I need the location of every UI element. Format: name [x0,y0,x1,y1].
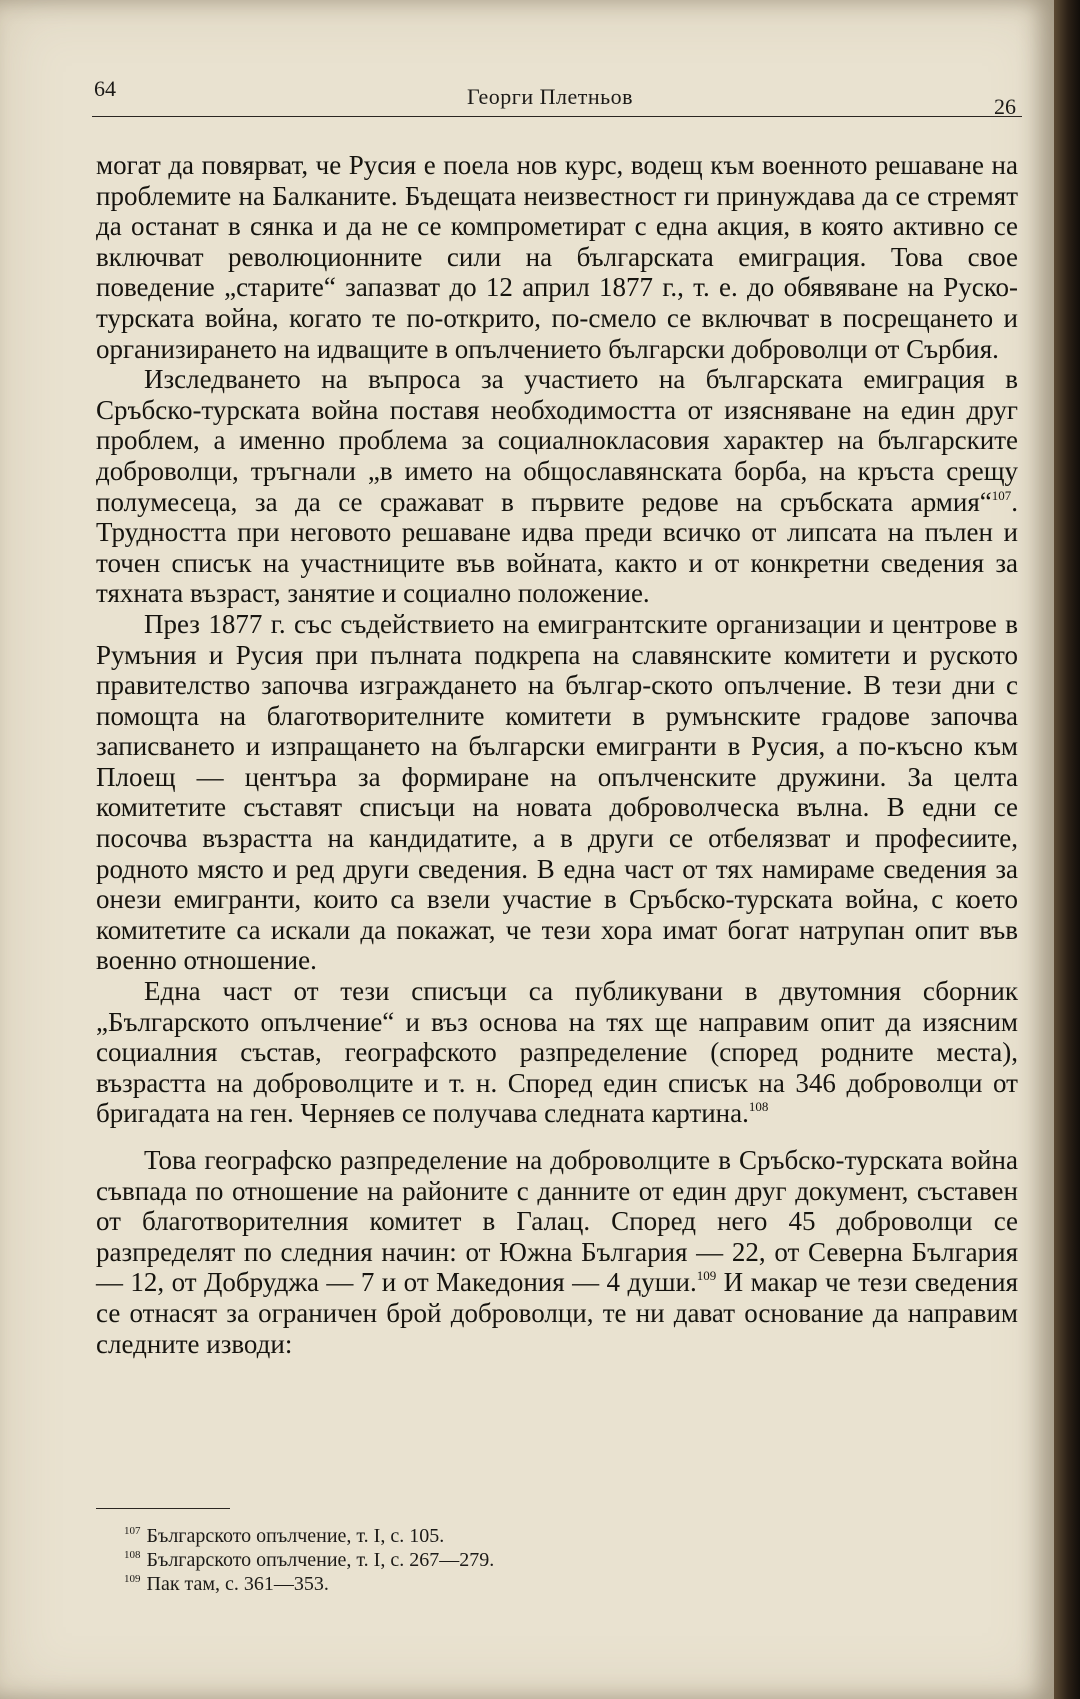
footnote-number: 107 [124,1525,141,1537]
paragraph-1: могат да повярват, че Русия е поела нов курс, водещ към военното решаване на проблемите на Балканите. Бъдещата неизвестност ги принуждава да се стремят да останат в сянка и да не се компрометират с една акция, в която активно се включват революционните сили на българската емиграция. Това свое поведение „старите“ запазват до 12 април 1877 г., т. е. до обявяване на Руско-турската война, когато те по-открито, по-смело се включват в посрещането и организирането на идващите в опълчението български доброволци от Сърбия. [96,150,1018,364]
page-header [92,72,1022,124]
paragraph-5-text-a: Това географско разпределение на доброволците в Сръбско-турската война съвпада по отношение на районите с данните от един друг документ, съставен от благотворителния комитет в Галац. Според него 45 доброволци се разпределят по следния начин: от Южна България — 22, от Северна България — 12, от Добруджа — 7 и от Македония — 4 души. [96,1145,1018,1298]
footnote-text: Българското опълчение, т. I, с. 105. [146,1525,445,1547]
paragraph-2-text-b: . Трудността при неговото решаване идва преди всичко от липсата на пълен и точен списък на участниците във войната, както и от конкретни сведения за тяхната възраст, занятие и социално положение. [96,486,1018,609]
running-title: Георги Плетньов [467,84,634,109]
footnote-109 [124,1572,824,1596]
footnote-number: 109 [124,1573,141,1585]
paragraph-5 [96,1145,1018,1359]
book-spine-shadow [1054,0,1080,1699]
footnote-108 [124,1548,824,1572]
footnote-ref-109: 109 [696,1268,717,1284]
footnote-text: Пак там, с. 361—353. [146,1573,329,1595]
footnote-rule [96,1508,230,1509]
paragraph-5-text-b: И макар че тези сведения се отнасят за ограничен брой доброволци, те ни дават основание да направим следните изводи: [96,1267,1019,1359]
paragraph-2-text-a: Изследването на въпроса за участието на българската емиграция в Сръбско-турската война поставя необходимостта от изясняване на един друг проблем, а именно проблема за социалнокласовия характер на българските доброволци, тръгнали „в името на общославянската борба, на кръста срещу полумесеца, за да се сражават в първите редове на сръбската армия“ [96,364,1018,517]
paragraph-2 [96,364,1018,609]
page-number-right: 26 [994,94,1016,119]
footnote-text: Българското опълчение, т. I, с. 267—279. [146,1549,495,1571]
paragraph-3: През 1877 г. със съдействието на емигрантските организации и центрове в Румъния и Русия при пълната подкрепа на славянските комитети и руското правителство започва изграждането на българ-ското опълчение. В тези дни с помощта на благотворителните комитети в румънските градове започва записването и изпращането на български емигранти в Русия, а по-късно към Плоещ — центъра за формиране на опълченските дружини. За целта комитетите съставят списъци на новата доброволческа вълна. В едни се посочва възрастта на кандидатите, а в други се отбелязват и професиите, родното място и ред други сведения. В една част от тях намираме сведения за онези емигранти, които са взели участие в Сръбско-турската война, с което комитетите са искали да покажат, че тези хора имат богат натрупан опит във военно отношение. [96,608,1018,976]
footnote-ref-108: 108 [748,1099,769,1115]
header-rule [92,116,1022,117]
footnote-number: 108 [124,1549,141,1561]
footnotes [124,1524,824,1596]
paragraph-4 [96,976,1018,1129]
paragraph-4-text: Една част от тези списъци са публикувани в двутомния сборник „Българското опълчение“ и въз основа на тях ще направим опит да изясним социалния състав, географското разпределение (според родните места), възрастта на доброволците и т. н. Според един списък на 346 доброволци от бригадата на ген. Черняев се получава следната картина. [96,976,1018,1129]
page-number-left: 64 [94,76,116,101]
body-text [96,150,1018,1359]
footnote-ref-107: 107 [991,487,1012,503]
footnote-107 [124,1524,824,1548]
